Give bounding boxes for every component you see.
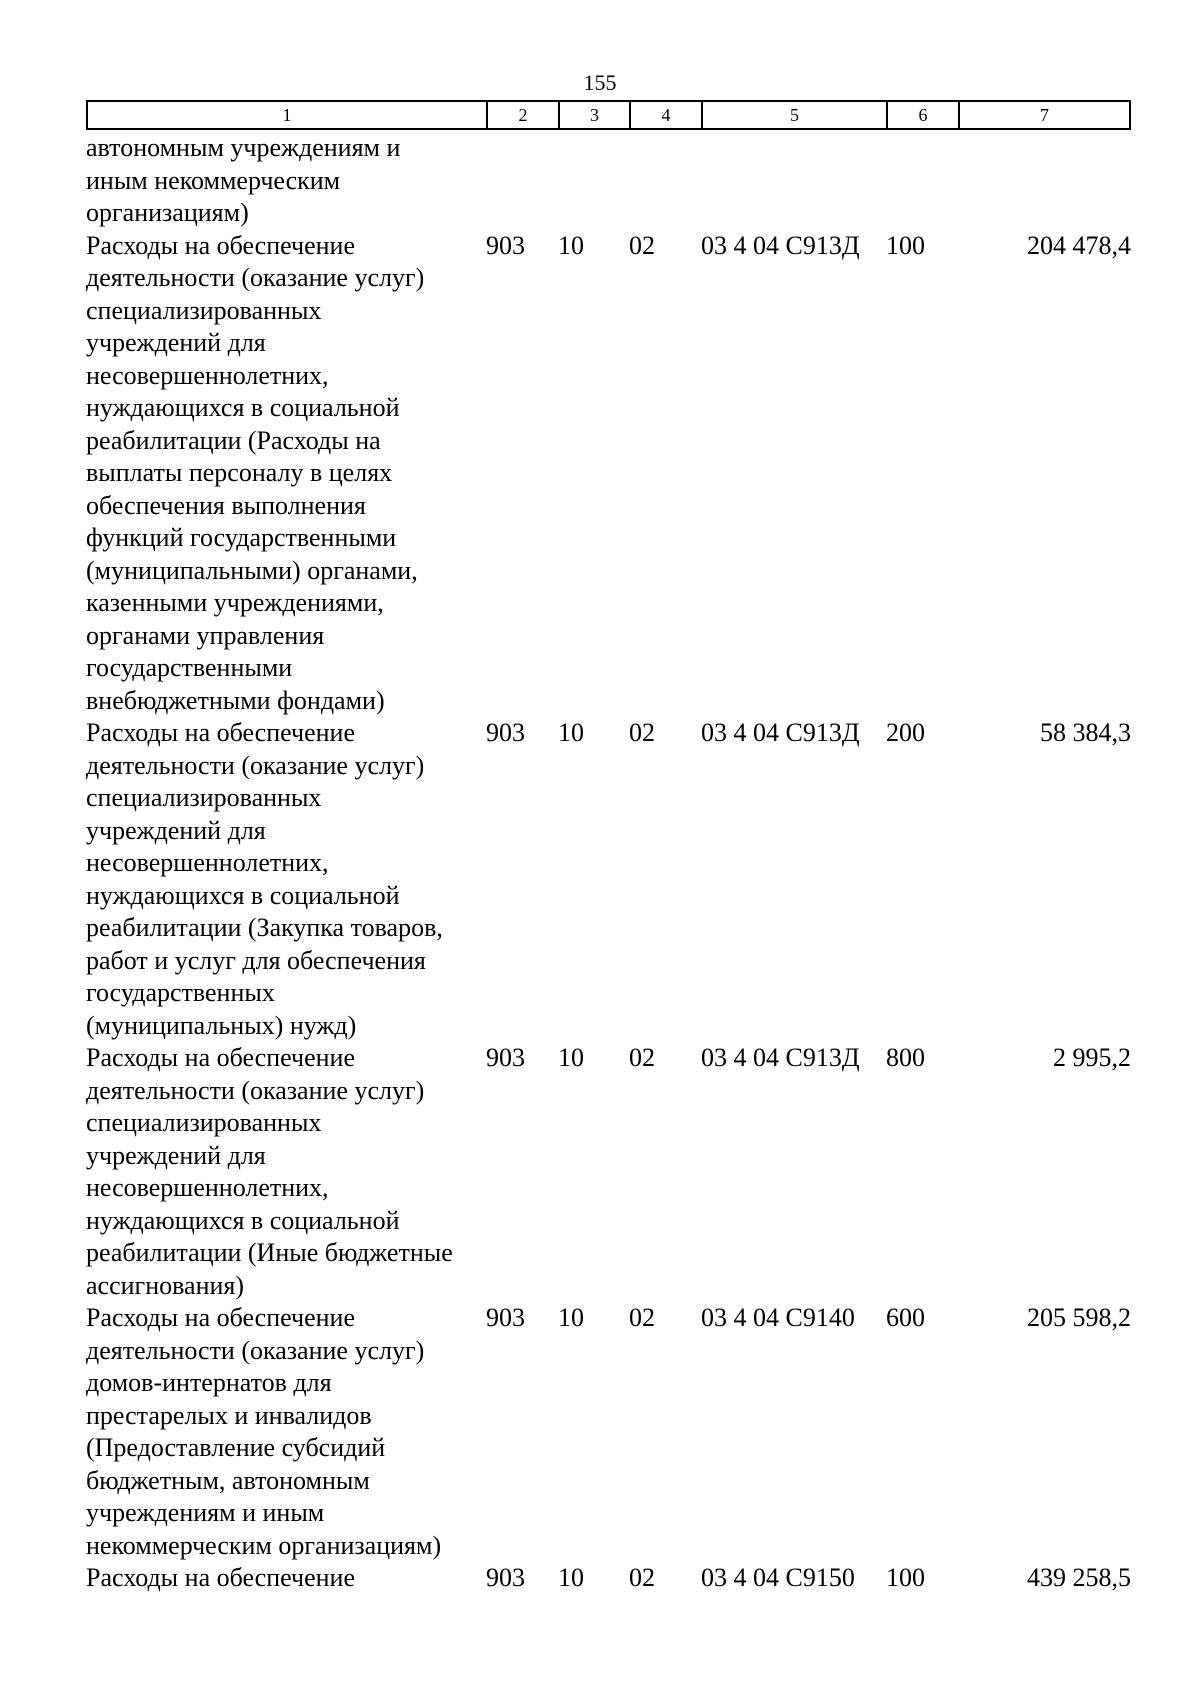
description-line: несовершеннолетних, xyxy=(86,848,329,877)
description-line: престарелых и инвалидов xyxy=(86,1400,372,1430)
section-code: 10 xyxy=(558,718,584,747)
expense-description xyxy=(86,1302,486,1562)
expense-type-code xyxy=(886,132,958,230)
section-code: 10 xyxy=(558,1303,584,1332)
subsection-code: 02 xyxy=(629,1043,655,1072)
table-row xyxy=(86,1562,1131,1595)
amount: 58 384,3 xyxy=(1040,718,1131,747)
description-line: органами управления xyxy=(86,620,325,650)
ministry-code: 903 xyxy=(486,1563,525,1592)
expense-description xyxy=(86,1562,486,1595)
description-line: специализированных xyxy=(86,295,322,325)
description-line: иным некоммерческим xyxy=(86,165,341,195)
expense-description xyxy=(86,132,486,230)
description-line: (Предоставление субсидий xyxy=(86,1433,386,1462)
table-row xyxy=(86,230,1131,718)
expense-type-code: 200 xyxy=(886,718,925,747)
table-row xyxy=(86,132,1131,230)
table-body xyxy=(86,132,1131,1595)
description-line: специализированных xyxy=(86,783,322,812)
column-header-4: 4 xyxy=(631,102,703,128)
target-article-code: 03 4 04 С913Д xyxy=(701,718,860,747)
expense-description xyxy=(86,1042,486,1302)
table-row xyxy=(86,1302,1131,1562)
target-article-code: 03 4 04 С913Д xyxy=(701,230,860,260)
column-header-6: 6 xyxy=(888,102,960,128)
description-line: Расходы на обеспечение xyxy=(86,230,356,260)
page-number: 155 xyxy=(583,70,617,95)
column-header-7: 7 xyxy=(1040,105,1049,125)
target-article-code: 03 4 04 С913Д xyxy=(701,1043,860,1072)
expense-type-code: 600 xyxy=(886,1303,925,1332)
description-line: деятельности (оказание услуг) xyxy=(86,263,425,292)
description-line: учреждениям и иным xyxy=(86,1498,325,1527)
description-line: Расходы на обеспечение xyxy=(86,1563,356,1592)
description-line: автономным учреждениям и xyxy=(86,133,401,162)
description-line: государственными xyxy=(86,653,293,682)
column-header-2: 2 xyxy=(488,102,560,128)
description-line: функций государственными xyxy=(86,523,397,552)
description-line: реабилитации (Иные бюджетные xyxy=(86,1238,453,1267)
description-line: казенными учреждениями, xyxy=(86,588,384,617)
expense-description xyxy=(86,230,486,718)
section-code: 10 xyxy=(558,230,584,260)
expense-type-code: 800 xyxy=(886,1043,925,1072)
expense-description xyxy=(86,717,486,1042)
description-line: (муниципальных) нужд) xyxy=(86,1010,357,1040)
ministry-code: 903 xyxy=(486,1303,525,1332)
description-line: домов-интернатов для xyxy=(86,1368,332,1397)
section-code xyxy=(558,132,629,230)
description-line: нуждающихся в социальной xyxy=(86,1205,400,1235)
amount: 205 598,2 xyxy=(1027,1303,1131,1332)
description-line: деятельности (оказание услуг) xyxy=(86,750,425,780)
description-line: Расходы на обеспечение xyxy=(86,1303,356,1332)
table-header-row xyxy=(86,100,1131,130)
description-line: реабилитации (Закупка товаров, xyxy=(86,913,443,942)
description-line: учреждений для xyxy=(86,1140,266,1170)
ministry-code: 903 xyxy=(486,718,525,747)
description-line: специализированных xyxy=(86,1108,322,1137)
target-article-code: 03 4 04 С9140 xyxy=(701,1303,855,1332)
target-article-code xyxy=(701,132,886,230)
description-line: организациям) xyxy=(86,198,249,227)
description-line: реабилитации (Расходы на xyxy=(86,425,381,455)
description-line: ассигнования) xyxy=(86,1270,245,1300)
subsection-code: 02 xyxy=(629,230,655,260)
subsection-code xyxy=(629,132,701,230)
section-code: 10 xyxy=(558,1563,584,1592)
subsection-code: 02 xyxy=(629,1303,655,1332)
column-header-1: 1 xyxy=(88,102,488,128)
expense-type-code: 100 xyxy=(886,230,925,260)
column-header-5: 5 xyxy=(703,102,888,128)
description-line: обеспечения выполнения xyxy=(86,490,366,520)
table-row xyxy=(86,717,1131,1042)
description-line: нуждающихся в социальной xyxy=(86,393,400,422)
description-line: учреждений для xyxy=(86,815,266,845)
description-line: внебюджетными фондами) xyxy=(86,685,385,715)
amount: 204 478,4 xyxy=(1027,230,1131,260)
description-line: учреждений для xyxy=(86,328,266,357)
description-line: (муниципальными) органами, xyxy=(86,555,418,585)
description-line: деятельности (оказание услуг) xyxy=(86,1075,425,1105)
description-line: несовершеннолетних, xyxy=(86,360,329,390)
amount: 2 995,2 xyxy=(1053,1043,1131,1072)
ministry-code: 903 xyxy=(486,230,525,260)
ministry-code xyxy=(486,132,558,230)
column-header-3: 3 xyxy=(560,102,631,128)
description-line: государственных xyxy=(86,978,275,1007)
description-line: бюджетным, автономным xyxy=(86,1465,370,1495)
target-article-code: 03 4 04 С9150 xyxy=(701,1563,855,1592)
description-line: Расходы на обеспечение xyxy=(86,718,356,747)
description-line: некоммерческим организациям) xyxy=(86,1530,442,1560)
subsection-code: 02 xyxy=(629,718,655,747)
amount xyxy=(958,132,1131,230)
subsection-code: 02 xyxy=(629,1563,655,1592)
description-line: деятельности (оказание услуг) xyxy=(86,1335,425,1365)
amount: 439 258,5 xyxy=(1027,1563,1131,1592)
ministry-code: 903 xyxy=(486,1043,525,1072)
expense-type-code: 100 xyxy=(886,1563,925,1592)
description-line: нуждающихся в социальной xyxy=(86,880,400,910)
section-code: 10 xyxy=(558,1043,584,1072)
description-line: выплаты персоналу в целях xyxy=(86,458,393,487)
description-line: Расходы на обеспечение xyxy=(86,1043,356,1072)
description-line: несовершеннолетних, xyxy=(86,1173,329,1202)
table-row xyxy=(86,1042,1131,1302)
description-line: работ и услуг для обеспечения xyxy=(86,945,426,975)
